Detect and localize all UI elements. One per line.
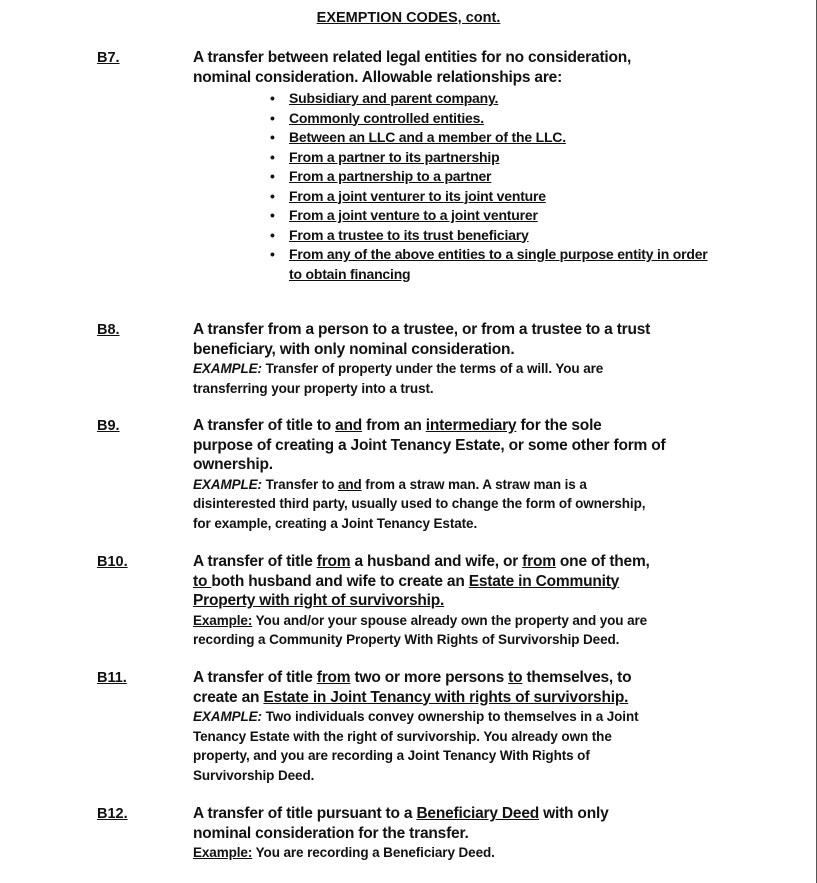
b10-example-cont: recording a Community Property With Rights of Survivorship Deed. [193,632,620,647]
b12-line1: A transfer of title pursuant to a Beneficiary Deed with only [193,805,609,822]
b7-relationship-list [270,89,730,284]
b7-description [193,48,753,87]
b7-line1: A transfer between related legal entities for no consideration, [193,49,632,66]
b11-example-cont: Tenancy Estate with the right of survivorship. You already own the [193,728,612,744]
list-item: • From a trustee to its trust beneficiary [270,226,730,246]
b8-description [193,320,753,398]
bullet-icon: • [270,109,275,126]
list-item: • From a joint venturer to its joint venture [270,187,730,207]
b8-line1: A transfer from a person to a trustee, or from a trustee to a trust [193,321,651,338]
code-b12: B12. [97,806,128,822]
bullet-icon: • [270,207,275,223]
b8-example: EXAMPLE: Transfer of property under the terms of a will. You are [193,361,604,376]
b9-example: EXAMPLE: Transfer to and from a straw man. A straw man is a [193,476,587,492]
b11-line2: create an Estate in Joint Tenancy with rights of survivorship. [193,688,629,706]
bullet-icon: • [270,90,275,106]
list-item: • From a partnership to a partner [270,167,730,187]
b8-line2: beneficiary, with only nominal consideration. [193,340,515,358]
b11-description [193,668,753,785]
b12-description [193,804,753,863]
code-b9: B9. [97,418,120,434]
b9-line2: purpose of creating a Joint Tenancy Estate, or some other form of [193,436,666,454]
example-label: EXAMPLE: [193,361,262,376]
b8-example-cont: transferring your property into a trust. [193,380,434,396]
b11-example-cont: property, and you are recording a Joint Tenancy With Rights of [193,748,590,763]
b9-description [193,416,753,533]
b10-line3: Property with right of survivorship. [193,592,445,609]
list-item: • From a joint venture to a joint venturer [270,206,730,226]
b10-line2: to both husband and wife to create an Estate in Community [193,572,620,590]
b10-example: Example: You and/or your spouse already own the property and you are [193,612,648,628]
list-item: • Between an LLC and a member of the LLC. [270,128,730,148]
list-item: • Commonly controlled entities. [270,109,730,129]
code-b10: B10. [97,554,128,570]
b12-example: Example: You are recording a Beneficiary Deed. [193,845,495,860]
b9-line3: ownership. [193,456,273,473]
b9-line1: A transfer of title to and from an intermediary for the sole [193,417,602,434]
code-b7: B7. [97,50,120,66]
list-item: • From a partner to its partnership [270,148,730,168]
example-label: Example: [193,845,253,860]
bullet-icon: • [270,129,275,145]
page-title: EXEMPTION CODES, cont. [316,10,501,26]
code-b11: B11. [97,670,127,686]
example-label: EXAMPLE: [193,709,262,724]
bullet-icon: • [270,168,275,184]
b10-line1: A transfer of title from a husband and wife, or from one of them, [193,553,650,570]
b9-example-cont: for example, creating a Joint Tenancy Estate. [193,515,478,531]
bullet-icon: • [270,226,275,243]
b10-description [193,552,753,650]
list-item: • From any of the above entities to a single purpose entity in order to obtain financing [270,246,708,282]
bullet-icon: • [270,187,275,204]
b9-example-cont: disinterested third party, usually used to change the form of ownership, [193,496,646,511]
b11-example-cont: Survivorship Deed. [193,767,315,783]
bullet-icon: • [270,246,275,262]
b7-line2: nominal consideration. Allowable relationships are: [193,68,563,86]
code-b8: B8. [97,322,120,338]
list-item: • Subsidiary and parent company. [270,89,730,109]
bullet-icon: • [270,148,275,165]
example-label: Example: [193,612,253,628]
b11-line1: A transfer of title from two or more persons to themselves, to [193,669,632,686]
example-label: EXAMPLE: [193,476,262,492]
b11-example: EXAMPLE: Two individuals convey ownership to themselves in a Joint [193,709,639,724]
b12-line2: nominal consideration for the transfer. [193,824,469,842]
